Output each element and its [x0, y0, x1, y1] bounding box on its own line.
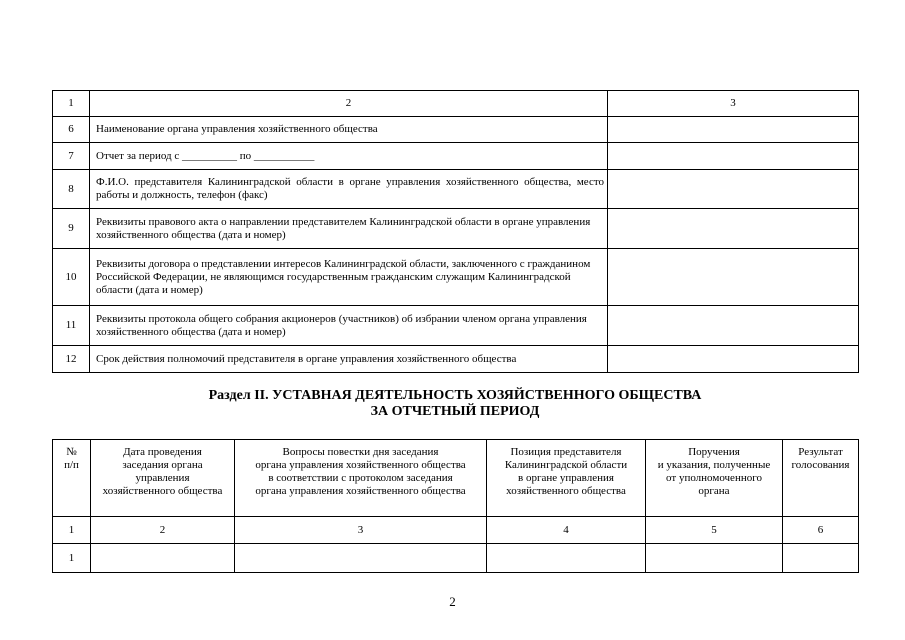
column-number: 6 — [783, 517, 859, 544]
table-cell — [235, 544, 487, 573]
column-header — [235, 440, 487, 517]
column-number: 2 — [91, 517, 235, 544]
header-cell: 3 — [608, 91, 859, 117]
column-header — [646, 440, 783, 517]
table-cell — [646, 544, 783, 573]
table-row — [53, 306, 859, 346]
column-header — [487, 440, 646, 517]
column-header — [783, 440, 859, 517]
table-cell — [783, 544, 859, 573]
section-title — [52, 388, 858, 420]
row-number: 10 — [53, 249, 90, 306]
header-line: органа управления хозяйственного общества — [255, 485, 466, 497]
header-line: хозяйственного общества — [102, 485, 223, 497]
table-row — [53, 544, 859, 573]
row-value — [608, 209, 859, 249]
row-text: Срок действия полномочий представителя в органе управления хозяйственного общества — [90, 346, 608, 373]
column-number-row — [53, 517, 859, 544]
header-line: Позиция представителя — [510, 446, 622, 458]
row-value — [608, 346, 859, 373]
header-cell: 1 — [53, 91, 90, 117]
header-line: п/п — [64, 459, 79, 471]
row-value — [608, 249, 859, 306]
section-title-line: Раздел II. УСТАВНАЯ ДЕЯТЕЛЬНОСТЬ ХОЗЯЙСТВЕННОГО ОБЩЕСТВА — [208, 388, 702, 403]
header-line: хозяйственного общества — [506, 485, 626, 497]
table-header-row — [53, 440, 859, 517]
row-value — [608, 306, 859, 346]
table-row — [53, 346, 859, 373]
header-line: в органе управления — [518, 472, 614, 484]
column-header — [91, 440, 235, 517]
column-number: 4 — [487, 517, 646, 544]
column-header — [53, 440, 91, 517]
row-number: 1 — [53, 544, 91, 573]
header-line: органа управления хозяйственного общества — [255, 459, 466, 471]
row-text: Реквизиты договора о представлении интересов Калининградской области, заключенного с гражданином Российской Федерации, не являющимся государственным гражданским служащим Калининградской области (дата и номер) — [90, 249, 608, 306]
header-line: голосования — [791, 459, 850, 471]
table-cell — [487, 544, 646, 573]
header-line: от уполномоченного — [666, 472, 762, 484]
table-row — [53, 143, 859, 170]
header-line: и указания, полученные — [657, 459, 771, 471]
header-line: органа — [698, 485, 730, 497]
row-number: 8 — [53, 170, 90, 209]
row-value — [608, 117, 859, 143]
column-number: 5 — [646, 517, 783, 544]
row-text: Отчет за период с __________ по ___________ — [90, 143, 608, 170]
header-line: Калининградской области — [504, 459, 628, 471]
table-cell — [91, 544, 235, 573]
statutory-activity-table — [52, 439, 859, 573]
representative-info-table — [52, 90, 859, 373]
row-text: Реквизиты правового акта о направлении представителем Калининградской области в органе управления хозяйственного общества (дата и номер) — [90, 209, 608, 249]
header-line: управления — [135, 472, 190, 484]
row-number: 11 — [53, 306, 90, 346]
header-line: в соответствии с протоколом заседания — [268, 472, 453, 484]
table-header-row — [53, 91, 859, 117]
table-row — [53, 170, 859, 209]
table-row — [53, 209, 859, 249]
table-row — [53, 249, 859, 306]
row-number: 6 — [53, 117, 90, 143]
row-text: Реквизиты протокола общего собрания акционеров (участников) об избрании членом органа управления хозяйственного общества (дата и номер) — [90, 306, 608, 346]
header-cell: 2 — [90, 91, 608, 117]
column-number: 3 — [235, 517, 487, 544]
header-line: заседания органа — [122, 459, 203, 471]
header-line: Дата проведения — [123, 446, 202, 458]
row-text: Ф.И.О. представителя Калининградской области в органе управления хозяйственного общества, место работы и должность, телефон (факс) — [90, 170, 608, 209]
row-text: Наименование органа управления хозяйственного общества — [90, 117, 608, 143]
row-number: 9 — [53, 209, 90, 249]
header-line: Поручения — [688, 446, 740, 458]
header-line: № — [66, 446, 77, 458]
section-title-line: ЗА ОТЧЕТНЫЙ ПЕРИОД — [370, 404, 540, 419]
header-line: Вопросы повестки дня заседания — [282, 446, 439, 458]
table-row — [53, 117, 859, 143]
row-value — [608, 143, 859, 170]
page-number: 2 — [449, 594, 456, 609]
column-number: 1 — [53, 517, 91, 544]
row-number: 12 — [53, 346, 90, 373]
row-number: 7 — [53, 143, 90, 170]
row-value — [608, 170, 859, 209]
header-line: Результат — [798, 446, 843, 458]
